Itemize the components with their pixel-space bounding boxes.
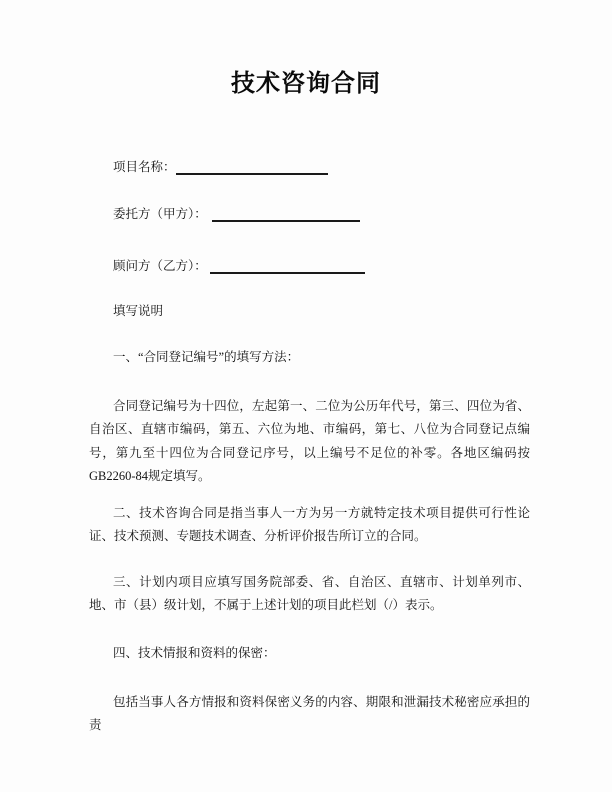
document-title: 技术咨询合同 bbox=[231, 70, 381, 97]
project-name-label: 项目名称： bbox=[113, 160, 176, 174]
instruction-item-4-body: 包括当事人各方情报和资料保密义务的内容、期限和泄漏技术秘密应承担的责 bbox=[89, 695, 530, 733]
party-a-field bbox=[113, 203, 207, 227]
instruction-item-4-heading: 四、技术情报和资料的保密： bbox=[113, 646, 276, 660]
instruction-item-1-heading: 一、“合同登记编号”的填写方法： bbox=[113, 350, 300, 364]
party-a-blank-line bbox=[212, 220, 360, 222]
party-a-label: 委托方（甲方）： bbox=[113, 207, 207, 221]
instruction-item-3-paragraph: 三、计划内项目应填写国务院部委、省、自治区、直辖市、计划单列市、地、市（县）级计划，不属于上述计划的项目此栏划（/）表示。 bbox=[89, 575, 530, 613]
project-name-blank-line bbox=[176, 173, 328, 175]
instruction-item-2-paragraph: 二、技术咨询合同是指当事人一方为另一方就特定技术项目提供可行性论证、技术预测、专题技术调查、分析评价报告所订立的合同。 bbox=[89, 506, 530, 544]
party-b-blank-line bbox=[210, 272, 365, 274]
project-name-field bbox=[113, 156, 176, 180]
party-b-field bbox=[113, 255, 207, 279]
fill-instructions-heading: 填写说明 bbox=[113, 304, 164, 318]
instruction-item-1-body: 合同登记编号为十四位，左起第一、二位为公历年代号，第三、四位为省、自治区、直辖市编码，第五、六位为地、市编码，第七、八位为合同登记点编号，第九至十四位为合同登记序号，以上编号不足位的补零。各地区编码按GB2260-84规定填写。 bbox=[89, 399, 530, 484]
party-b-label: 顾问方（乙方）： bbox=[113, 259, 207, 273]
